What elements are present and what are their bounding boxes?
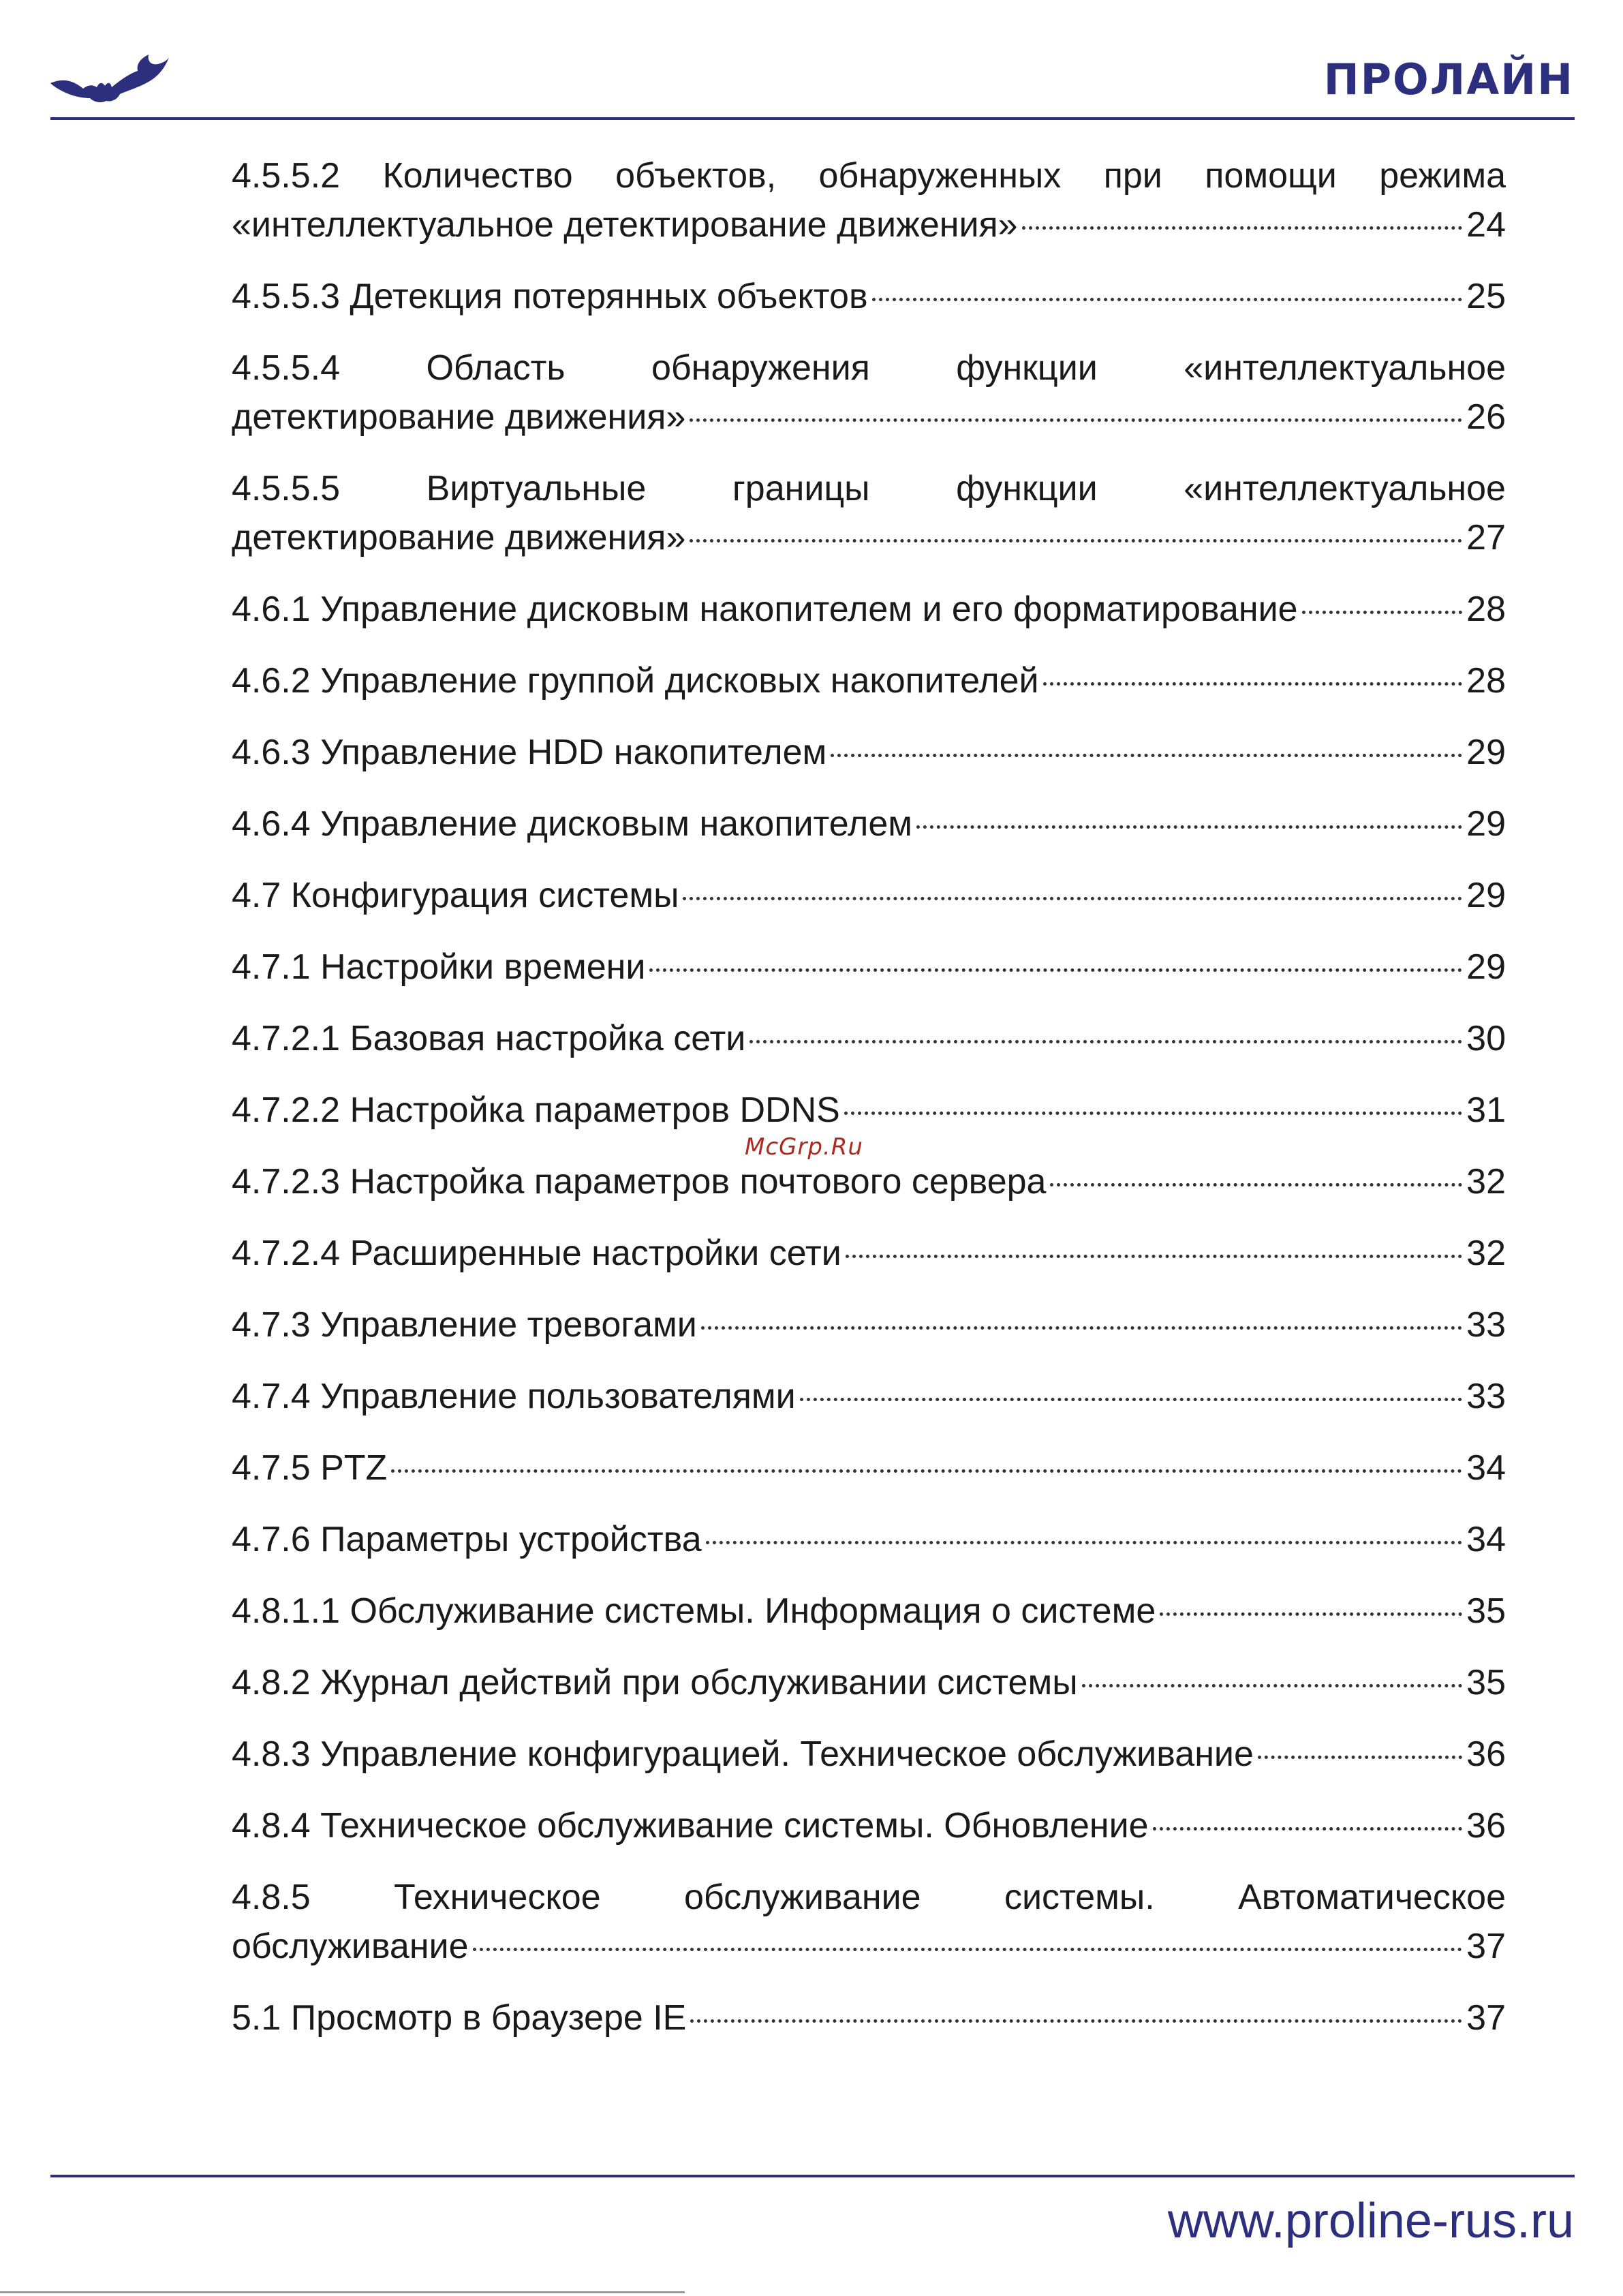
toc-word: Количество [382,156,573,196]
dot-leader [690,418,1462,422]
toc-page-number: 32 [1466,1234,1506,1273]
toc-page-number: 29 [1466,876,1506,915]
toc-word: Виртуальные [426,469,647,508]
dot-leader [1043,682,1463,686]
toc-entry-title: 4.8.1.1 Обслуживание системы. Информация о системе [232,1591,1156,1631]
toc-word: системы. [1004,1878,1155,1917]
toc-entry[interactable] [232,151,1506,249]
toc-entry-title-line1 [232,151,1506,200]
dot-leader [1153,1827,1463,1831]
toc-entry[interactable] [232,943,1506,992]
toc-word: Область [426,348,566,388]
toc-word: 4.5.5.2 [232,156,341,196]
toc-entry-title: 4.8.2 Журнал действий при обслуживании системы [232,1663,1078,1702]
toc-entry[interactable] [232,585,1506,634]
dot-leader [831,754,1462,757]
dot-leader [391,1469,1462,1473]
toc-page-number: 30 [1466,1019,1506,1058]
toc-entry[interactable] [232,656,1506,705]
footer-url[interactable]: www.proline-rus.ru [1167,2194,1574,2248]
toc-entry[interactable] [232,871,1506,920]
toc-entry[interactable] [232,1229,1506,1278]
toc-entry-title: 4.8.4 Техническое обслуживание системы. Обновление [232,1806,1149,1846]
toc-entry[interactable] [232,1587,1506,1636]
toc-entry-title: 4.7.4 Управление пользователями [232,1377,796,1416]
toc-page-number: 26 [1466,397,1506,437]
table-of-contents [232,151,1506,2065]
toc-entry[interactable] [232,1993,1506,2042]
toc-entry-title: 4.5.5.3 Детекция потерянных объектов [232,277,868,316]
toc-page-number: 29 [1466,733,1506,772]
toc-entry[interactable] [232,343,1506,442]
toc-page-number: 36 [1466,1806,1506,1846]
page-edge-strip [0,2291,685,2293]
toc-entry-title: 4.6.4 Управление дисковым накопителем [232,804,912,844]
toc-entry-title: 4.7.5 PTZ [232,1448,388,1488]
toc-word: 4.8.5 [232,1878,311,1917]
toc-entry-title: 4.6.2 Управление группой дисковых накопителей [232,661,1039,701]
dot-leader [690,2019,1462,2023]
toc-entry[interactable] [232,1300,1506,1349]
toc-entry-title: 4.8.3 Управление конфигурацией. Техническое обслуживание [232,1734,1254,1774]
toc-word: Техническое [394,1878,601,1917]
toc-entry-title-line2: детектирование движения» [232,397,686,437]
toc-page-number: 33 [1466,1305,1506,1345]
toc-entry-title: 4.7.6 Параметры устройства [232,1520,702,1559]
toc-entry-title: 4.7.2.1 Базовая настройка сети [232,1019,746,1058]
toc-entry[interactable] [232,1873,1506,1971]
toc-entry-title: 4.7.1 Настройки времени [232,947,646,987]
toc-entry[interactable] [232,1801,1506,1850]
dot-leader [473,1948,1463,1951]
toc-page-number: 37 [1466,1927,1506,1966]
toc-entry-title-line2: детектирование движения» [232,518,686,557]
toc-page-number: 37 [1466,1998,1506,2038]
dot-leader [846,1255,1462,1258]
dot-leader [844,1112,1462,1115]
toc-page-number: 36 [1466,1734,1506,1774]
dot-leader [916,825,1462,829]
dot-leader [1050,1183,1462,1187]
toc-page-number: 28 [1466,590,1506,629]
toc-page-number: 29 [1466,947,1506,987]
toc-page-number: 27 [1466,518,1506,557]
toc-entry[interactable] [232,1157,1506,1206]
dot-leader [1258,1756,1462,1759]
footer-divider [50,2175,1575,2177]
toc-word: обнаружения [651,348,870,388]
toc-entry[interactable] [232,1372,1506,1421]
toc-word: режима [1379,156,1506,196]
dot-leader [1302,611,1463,614]
toc-entry[interactable] [232,799,1506,848]
toc-page-number: 35 [1466,1663,1506,1702]
dot-leader [706,1541,1463,1544]
header-divider [50,117,1575,120]
toc-entry[interactable] [232,728,1506,777]
toc-entry-title: 4.7 Конфигурация системы [232,876,679,915]
toc-word: «интеллектуальное [1184,469,1506,508]
dot-leader [690,539,1462,542]
toc-entry-title: 5.1 Просмотр в браузере IE [232,1998,687,2038]
toc-word: обнаруженных [818,156,1062,196]
toc-entry-title: 4.7.2.4 Расширенные настройки сети [232,1234,841,1273]
toc-entry-title-line1 [232,464,1506,513]
toc-page-number: 34 [1466,1520,1506,1559]
toc-word: помощи [1205,156,1337,196]
dot-leader [1160,1612,1462,1616]
toc-entry-title: 4.6.1 Управление дисковым накопителем и его форматирование [232,590,1298,629]
dot-leader [800,1398,1462,1401]
dot-leader [701,1326,1462,1330]
toc-entry-title: 4.6.3 Управление HDD накопителем [232,733,827,772]
toc-page-number: 28 [1466,661,1506,701]
dot-leader [1022,226,1463,230]
toc-word: объектов, [615,156,777,196]
dot-leader [749,1040,1462,1043]
toc-page-number: 34 [1466,1448,1506,1488]
toc-entry[interactable] [232,1658,1506,1707]
dot-leader [649,968,1462,972]
toc-entry-title-line1 [232,1873,1506,1922]
toc-page-number: 31 [1466,1090,1506,1130]
toc-page-number: 24 [1466,205,1506,245]
toc-entry[interactable] [232,1515,1506,1564]
brand-logo: ПРОЛАЙН [1323,55,1574,104]
toc-word: обслуживание [684,1878,921,1917]
toc-entry[interactable] [232,1014,1506,1063]
watermark: McGrp.Ru [745,1133,863,1161]
toc-entry[interactable] [232,272,1506,321]
toc-entry-title: 4.7.3 Управление тревогами [232,1305,697,1345]
toc-entry-title: 4.7.2.2 Настройка параметров DDNS [232,1090,840,1130]
toc-page-number: 35 [1466,1591,1506,1631]
toc-entry[interactable] [232,1086,1506,1135]
toc-word: функции [956,469,1098,508]
toc-entry[interactable] [232,1443,1506,1493]
toc-word: границы [732,469,870,508]
toc-word: функции [956,348,1098,388]
toc-entry-title-line2: «интеллектуальное детектирование движения» [232,205,1018,245]
toc-word: «интеллектуальное [1184,348,1506,388]
dot-leader [683,897,1462,900]
toc-word: 4.5.5.4 [232,348,341,388]
dot-leader [872,298,1463,301]
toc-word: при [1103,156,1162,196]
toc-entry[interactable] [232,1730,1506,1779]
toc-page-number: 25 [1466,277,1506,316]
toc-entry-title-line2: обслуживание [232,1927,469,1966]
dot-leader [1082,1684,1463,1687]
toc-entry-title: 4.7.2.3 Настройка параметров почтового сервера [232,1162,1047,1201]
toc-word: 4.5.5.5 [232,469,341,508]
toc-entry[interactable] [232,464,1506,562]
toc-page-number: 32 [1466,1162,1506,1201]
toc-page-number: 33 [1466,1377,1506,1416]
toc-page-number: 29 [1466,804,1506,844]
toc-entry-title-line1 [232,343,1506,393]
toc-word: Автоматическое [1238,1878,1506,1917]
bat-logo-icon [49,53,169,105]
